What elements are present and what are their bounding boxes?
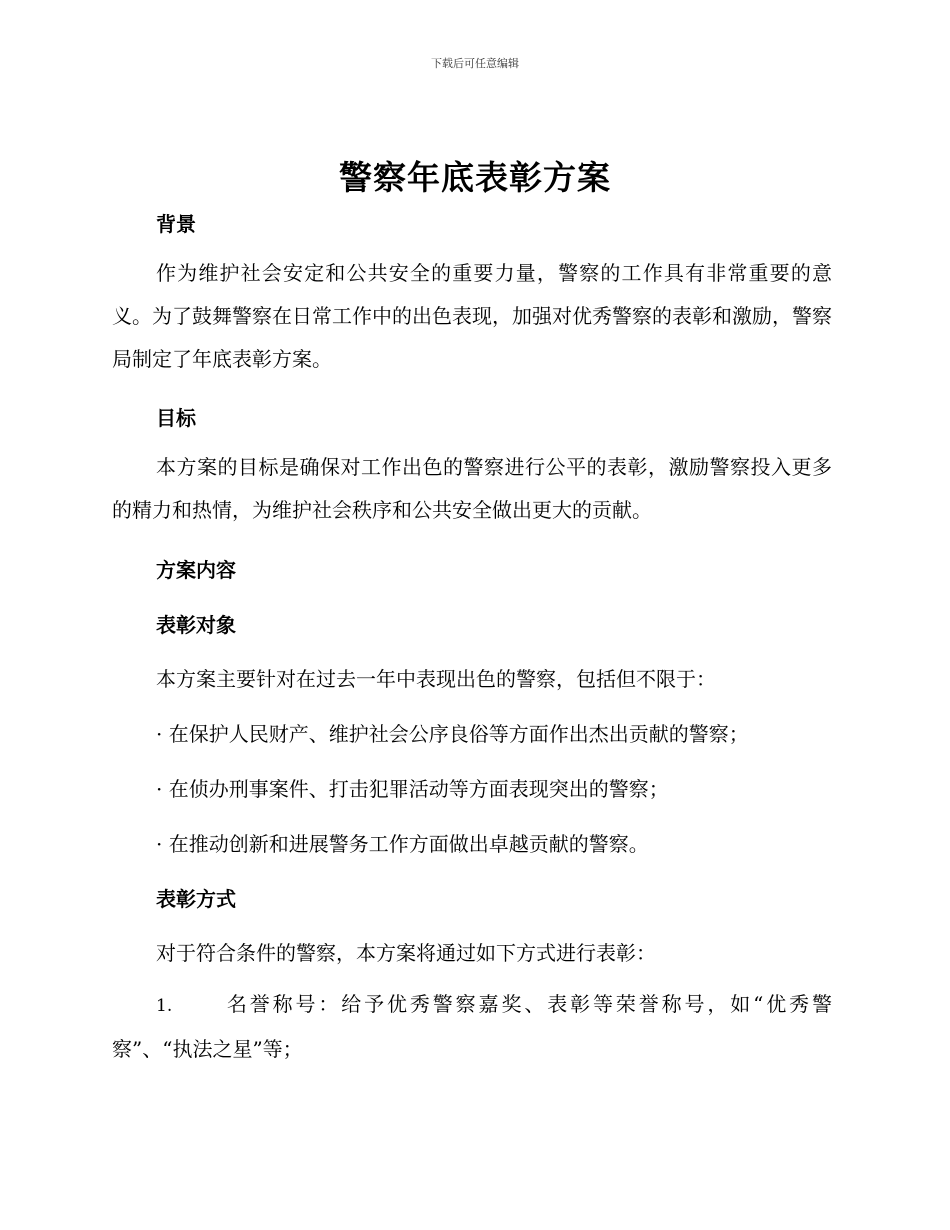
heading-methods: 表彰方式 xyxy=(156,887,236,911)
heading-background: 背景 xyxy=(156,212,196,236)
document-title: 警察年底表彰方案 xyxy=(339,158,611,197)
header-note: 下载后可任意编辑 xyxy=(431,57,519,70)
method-item-text: 名誉称号：给予优秀警察嘉奖、表彰等荣誉称号，如“优秀警察”、“执法之星”等； xyxy=(112,992,832,1061)
target-list-item: · 在侦办刑事案件、打击犯罪活动等方面表现突出的警察； xyxy=(156,777,669,801)
paragraph-background: 作为维护社会安定和公共安全的重要力量，警察的工作具有非常重要的意义。为了鼓舞警察在日常工作中的出色表现，加强对优秀警察的表彰和激励，警察局制定了年底表彰方案。 xyxy=(112,261,832,371)
targets-intro: 本方案主要针对在过去一年中表现出色的警察，包括但不限于： xyxy=(156,667,716,691)
heading-goal: 目标 xyxy=(156,406,196,430)
heading-content: 方案内容 xyxy=(156,558,236,582)
methods-intro: 对于符合条件的警察，本方案将通过如下方式进行表彰： xyxy=(156,941,656,965)
paragraph-goal: 本方案的目标是确保对工作出色的警察进行公平的表彰，激励警察投入更多的精力和热情，为维护社会秩序和公共安全做出更大的贡献。 xyxy=(112,455,832,522)
list-number: 1. xyxy=(156,996,173,1016)
target-list-item: · 在保护人民财产、维护社会公序良俗等方面作出杰出贡献的警察； xyxy=(156,722,749,746)
method-list-item xyxy=(112,983,832,1071)
heading-targets: 表彰对象 xyxy=(156,613,236,637)
target-list-item: · 在推动创新和进展警务工作方面做出卓越贡献的警察。 xyxy=(156,832,649,856)
